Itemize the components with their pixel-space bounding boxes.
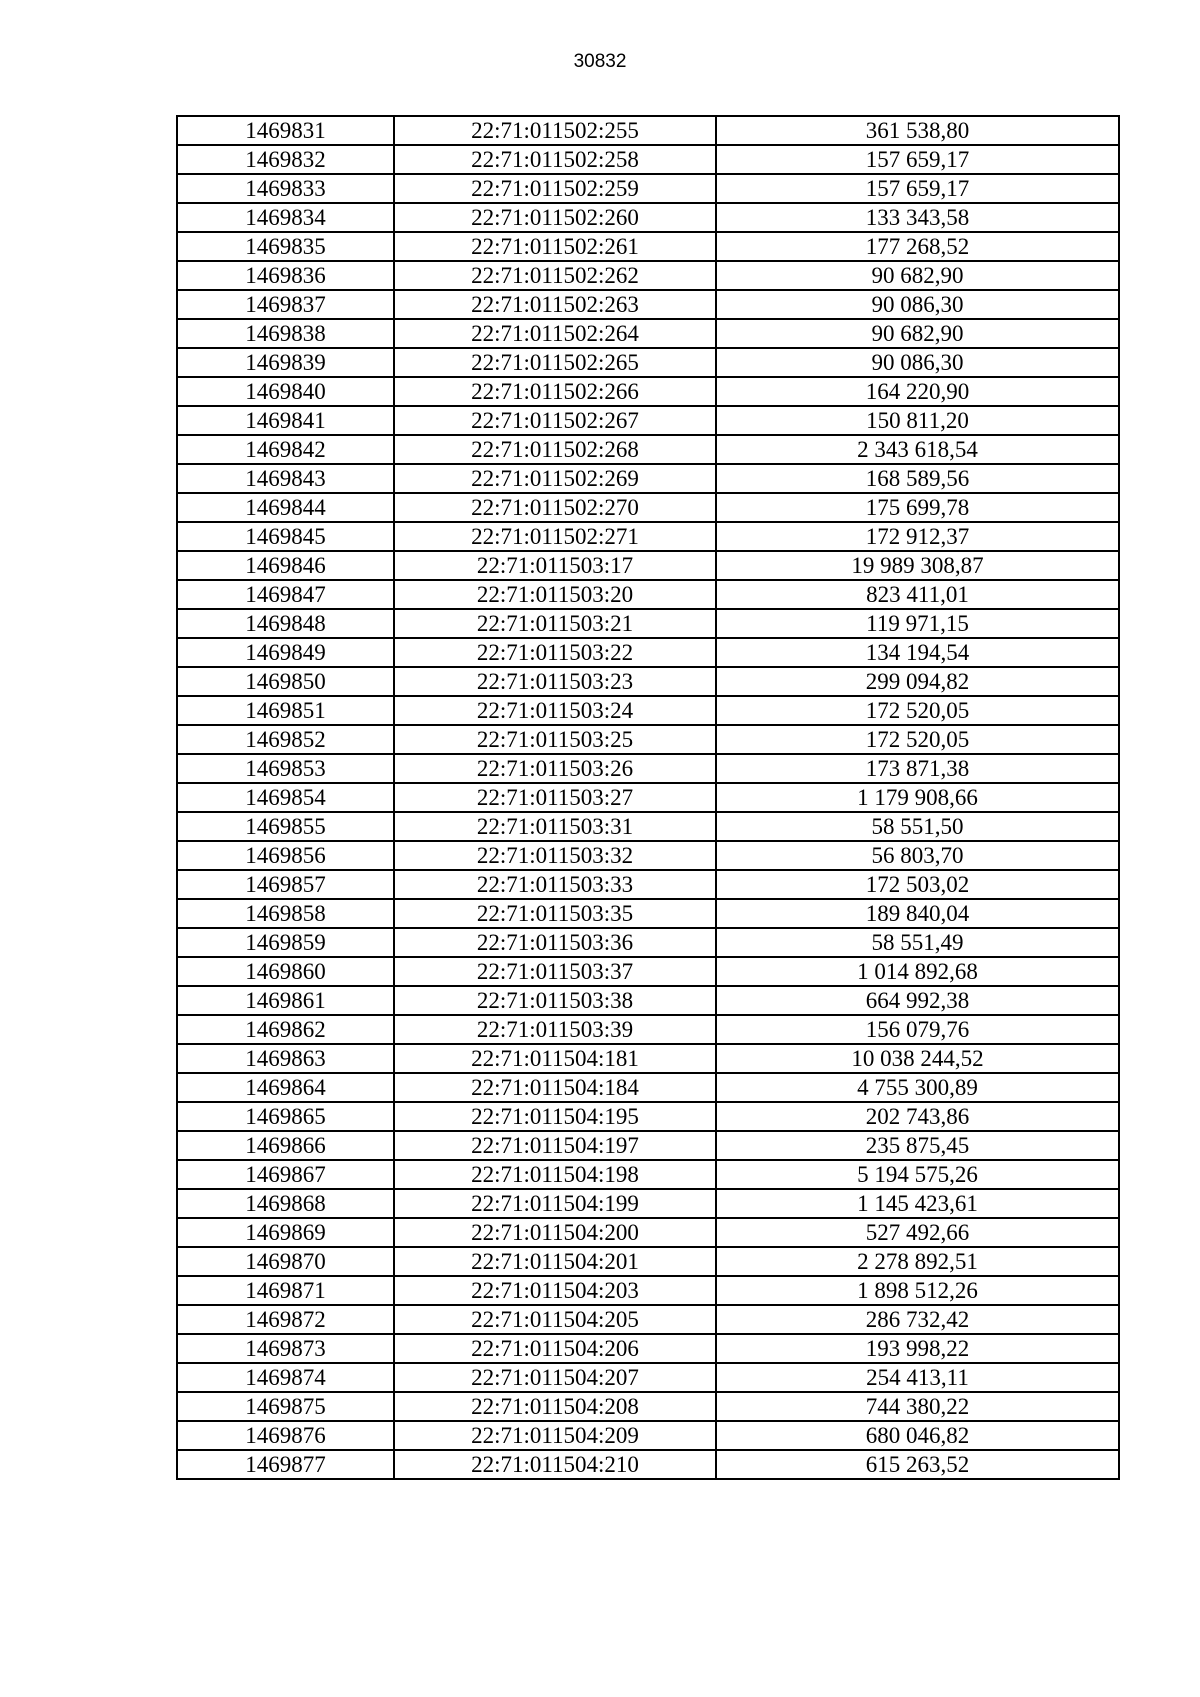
row-number-cell: 1469840 (177, 377, 394, 406)
cadastral-number-cell: 22:71:011503:27 (394, 783, 716, 812)
value-cell: 90 682,90 (716, 261, 1119, 290)
table-row (177, 841, 1119, 870)
row-number-cell: 1469850 (177, 667, 394, 696)
table-row (177, 145, 1119, 174)
cadastral-number-cell: 22:71:011502:267 (394, 406, 716, 435)
value-cell: 615 263,52 (716, 1450, 1119, 1479)
row-number-cell: 1469877 (177, 1450, 394, 1479)
value-cell: 189 840,04 (716, 899, 1119, 928)
cadastral-number-cell: 22:71:011503:38 (394, 986, 716, 1015)
value-cell: 90 682,90 (716, 319, 1119, 348)
cadastral-number-cell: 22:71:011504:201 (394, 1247, 716, 1276)
value-cell: 157 659,17 (716, 174, 1119, 203)
cadastral-number-cell: 22:71:011504:200 (394, 1218, 716, 1247)
value-cell: 1 014 892,68 (716, 957, 1119, 986)
cadastral-number-cell: 22:71:011504:209 (394, 1421, 716, 1450)
cadastral-number-cell: 22:71:011504:210 (394, 1450, 716, 1479)
cadastral-number-cell: 22:71:011503:33 (394, 870, 716, 899)
cadastral-number-cell: 22:71:011503:37 (394, 957, 716, 986)
row-number-cell: 1469860 (177, 957, 394, 986)
row-number-cell: 1469852 (177, 725, 394, 754)
table-row (177, 725, 1119, 754)
value-cell: 133 343,58 (716, 203, 1119, 232)
table-row (177, 551, 1119, 580)
row-number-cell: 1469837 (177, 290, 394, 319)
value-cell: 156 079,76 (716, 1015, 1119, 1044)
cadastral-number-cell: 22:71:011504:181 (394, 1044, 716, 1073)
value-cell: 744 380,22 (716, 1392, 1119, 1421)
cadastral-number-cell: 22:71:011503:22 (394, 638, 716, 667)
value-cell: 168 589,56 (716, 464, 1119, 493)
cadastral-number-cell: 22:71:011502:262 (394, 261, 716, 290)
table-row (177, 464, 1119, 493)
row-number-cell: 1469873 (177, 1334, 394, 1363)
row-number-cell: 1469859 (177, 928, 394, 957)
row-number-cell: 1469863 (177, 1044, 394, 1073)
table-row (177, 261, 1119, 290)
table-row (177, 435, 1119, 464)
value-cell: 90 086,30 (716, 348, 1119, 377)
value-cell: 680 046,82 (716, 1421, 1119, 1450)
value-cell: 19 989 308,87 (716, 551, 1119, 580)
table-row (177, 928, 1119, 957)
cadastral-number-cell: 22:71:011503:36 (394, 928, 716, 957)
cadastral-number-cell: 22:71:011502:259 (394, 174, 716, 203)
table-row (177, 1102, 1119, 1131)
value-cell: 172 503,02 (716, 870, 1119, 899)
row-number-cell: 1469841 (177, 406, 394, 435)
table-row (177, 1131, 1119, 1160)
table-row (177, 754, 1119, 783)
row-number-cell: 1469862 (177, 1015, 394, 1044)
table-row (177, 406, 1119, 435)
cadastral-number-cell: 22:71:011503:32 (394, 841, 716, 870)
cadastral-number-cell: 22:71:011503:31 (394, 812, 716, 841)
row-number-cell: 1469866 (177, 1131, 394, 1160)
table-row (177, 1044, 1119, 1073)
row-number-cell: 1469858 (177, 899, 394, 928)
table-row (177, 203, 1119, 232)
value-cell: 150 811,20 (716, 406, 1119, 435)
table-row (177, 1334, 1119, 1363)
row-number-cell: 1469833 (177, 174, 394, 203)
value-cell: 1 898 512,26 (716, 1276, 1119, 1305)
table-row (177, 1392, 1119, 1421)
table-row (177, 1218, 1119, 1247)
row-number-cell: 1469856 (177, 841, 394, 870)
table-row (177, 1160, 1119, 1189)
value-cell: 1 179 908,66 (716, 783, 1119, 812)
value-cell: 2 278 892,51 (716, 1247, 1119, 1276)
value-cell: 119 971,15 (716, 609, 1119, 638)
table-row (177, 377, 1119, 406)
value-cell: 5 194 575,26 (716, 1160, 1119, 1189)
value-cell: 299 094,82 (716, 667, 1119, 696)
cadastral-number-cell: 22:71:011502:271 (394, 522, 716, 551)
cadastral-number-cell: 22:71:011503:23 (394, 667, 716, 696)
value-cell: 527 492,66 (716, 1218, 1119, 1247)
row-number-cell: 1469831 (177, 116, 394, 145)
cadastral-number-cell: 22:71:011502:266 (394, 377, 716, 406)
row-number-cell: 1469857 (177, 870, 394, 899)
cadastral-number-cell: 22:71:011502:255 (394, 116, 716, 145)
table-row (177, 1450, 1119, 1479)
value-cell: 172 520,05 (716, 696, 1119, 725)
cadastral-number-cell: 22:71:011503:25 (394, 725, 716, 754)
cadastral-number-cell: 22:71:011504:195 (394, 1102, 716, 1131)
value-cell: 173 871,38 (716, 754, 1119, 783)
value-cell: 157 659,17 (716, 145, 1119, 174)
cadastral-number-cell: 22:71:011504:207 (394, 1363, 716, 1392)
cadastral-number-cell: 22:71:011503:35 (394, 899, 716, 928)
cadastral-number-cell: 22:71:011504:197 (394, 1131, 716, 1160)
value-cell: 172 912,37 (716, 522, 1119, 551)
table-row (177, 609, 1119, 638)
table-row (177, 1247, 1119, 1276)
row-number-cell: 1469861 (177, 986, 394, 1015)
cadastral-number-cell: 22:71:011504:205 (394, 1305, 716, 1334)
row-number-cell: 1469838 (177, 319, 394, 348)
value-cell: 286 732,42 (716, 1305, 1119, 1334)
row-number-cell: 1469855 (177, 812, 394, 841)
row-number-cell: 1469834 (177, 203, 394, 232)
row-number-cell: 1469874 (177, 1363, 394, 1392)
table-row (177, 899, 1119, 928)
table-row (177, 1276, 1119, 1305)
data-table (176, 115, 1120, 1480)
table-row (177, 522, 1119, 551)
cadastral-number-cell: 22:71:011503:39 (394, 1015, 716, 1044)
row-number-cell: 1469871 (177, 1276, 394, 1305)
table-row (177, 870, 1119, 899)
table-row (177, 1421, 1119, 1450)
value-cell: 58 551,50 (716, 812, 1119, 841)
cadastral-number-cell: 22:71:011502:261 (394, 232, 716, 261)
row-number-cell: 1469875 (177, 1392, 394, 1421)
value-cell: 193 998,22 (716, 1334, 1119, 1363)
value-cell: 202 743,86 (716, 1102, 1119, 1131)
table-row (177, 319, 1119, 348)
table-row (177, 348, 1119, 377)
row-number-cell: 1469867 (177, 1160, 394, 1189)
cadastral-number-cell: 22:71:011502:263 (394, 290, 716, 319)
table-row (177, 1015, 1119, 1044)
table-row (177, 696, 1119, 725)
table-row (177, 1189, 1119, 1218)
value-cell: 58 551,49 (716, 928, 1119, 957)
cadastral-number-cell: 22:71:011504:206 (394, 1334, 716, 1363)
row-number-cell: 1469849 (177, 638, 394, 667)
table-row (177, 580, 1119, 609)
value-cell: 164 220,90 (716, 377, 1119, 406)
value-cell: 2 343 618,54 (716, 435, 1119, 464)
row-number-cell: 1469845 (177, 522, 394, 551)
table-row (177, 957, 1119, 986)
value-cell: 10 038 244,52 (716, 1044, 1119, 1073)
cadastral-number-cell: 22:71:011504:203 (394, 1276, 716, 1305)
row-number-cell: 1469839 (177, 348, 394, 377)
cadastral-number-cell: 22:71:011502:269 (394, 464, 716, 493)
table-body (177, 116, 1119, 1479)
table-row (177, 986, 1119, 1015)
value-cell: 177 268,52 (716, 232, 1119, 261)
cadastral-number-cell: 22:71:011503:17 (394, 551, 716, 580)
cadastral-number-cell: 22:71:011503:20 (394, 580, 716, 609)
table-row (177, 290, 1119, 319)
page-number: 30832 (573, 51, 627, 72)
row-number-cell: 1469872 (177, 1305, 394, 1334)
row-number-cell: 1469842 (177, 435, 394, 464)
row-number-cell: 1469847 (177, 580, 394, 609)
value-cell: 56 803,70 (716, 841, 1119, 870)
row-number-cell: 1469836 (177, 261, 394, 290)
table-row (177, 232, 1119, 261)
cadastral-number-cell: 22:71:011504:199 (394, 1189, 716, 1218)
table-row (177, 1305, 1119, 1334)
row-number-cell: 1469832 (177, 145, 394, 174)
cadastral-number-cell: 22:71:011504:184 (394, 1073, 716, 1102)
table-row (177, 1363, 1119, 1392)
row-number-cell: 1469851 (177, 696, 394, 725)
row-number-cell: 1469864 (177, 1073, 394, 1102)
value-cell: 175 699,78 (716, 493, 1119, 522)
cadastral-number-cell: 22:71:011502:264 (394, 319, 716, 348)
row-number-cell: 1469876 (177, 1421, 394, 1450)
table-row (177, 174, 1119, 203)
value-cell: 90 086,30 (716, 290, 1119, 319)
table-row (177, 493, 1119, 522)
table-row (177, 812, 1119, 841)
cadastral-number-cell: 22:71:011503:26 (394, 754, 716, 783)
row-number-cell: 1469846 (177, 551, 394, 580)
cadastral-number-cell: 22:71:011502:270 (394, 493, 716, 522)
table-row (177, 1073, 1119, 1102)
cadastral-number-cell: 22:71:011502:260 (394, 203, 716, 232)
cadastral-number-cell: 22:71:011503:24 (394, 696, 716, 725)
table-row (177, 667, 1119, 696)
cadastral-number-cell: 22:71:011502:268 (394, 435, 716, 464)
row-number-cell: 1469865 (177, 1102, 394, 1131)
row-number-cell: 1469843 (177, 464, 394, 493)
value-cell: 134 194,54 (716, 638, 1119, 667)
table-row (177, 116, 1119, 145)
cadastral-number-cell: 22:71:011504:208 (394, 1392, 716, 1421)
cadastral-number-cell: 22:71:011503:21 (394, 609, 716, 638)
row-number-cell: 1469844 (177, 493, 394, 522)
value-cell: 172 520,05 (716, 725, 1119, 754)
row-number-cell: 1469854 (177, 783, 394, 812)
value-cell: 1 145 423,61 (716, 1189, 1119, 1218)
cadastral-number-cell: 22:71:011502:258 (394, 145, 716, 174)
row-number-cell: 1469848 (177, 609, 394, 638)
table-row (177, 783, 1119, 812)
value-cell: 254 413,11 (716, 1363, 1119, 1392)
cadastral-number-cell: 22:71:011504:198 (394, 1160, 716, 1189)
value-cell: 4 755 300,89 (716, 1073, 1119, 1102)
row-number-cell: 1469870 (177, 1247, 394, 1276)
row-number-cell: 1469869 (177, 1218, 394, 1247)
value-cell: 361 538,80 (716, 116, 1119, 145)
value-cell: 235 875,45 (716, 1131, 1119, 1160)
value-cell: 664 992,38 (716, 986, 1119, 1015)
cadastral-number-cell: 22:71:011502:265 (394, 348, 716, 377)
row-number-cell: 1469853 (177, 754, 394, 783)
row-number-cell: 1469835 (177, 232, 394, 261)
row-number-cell: 1469868 (177, 1189, 394, 1218)
value-cell: 823 411,01 (716, 580, 1119, 609)
table-row (177, 638, 1119, 667)
